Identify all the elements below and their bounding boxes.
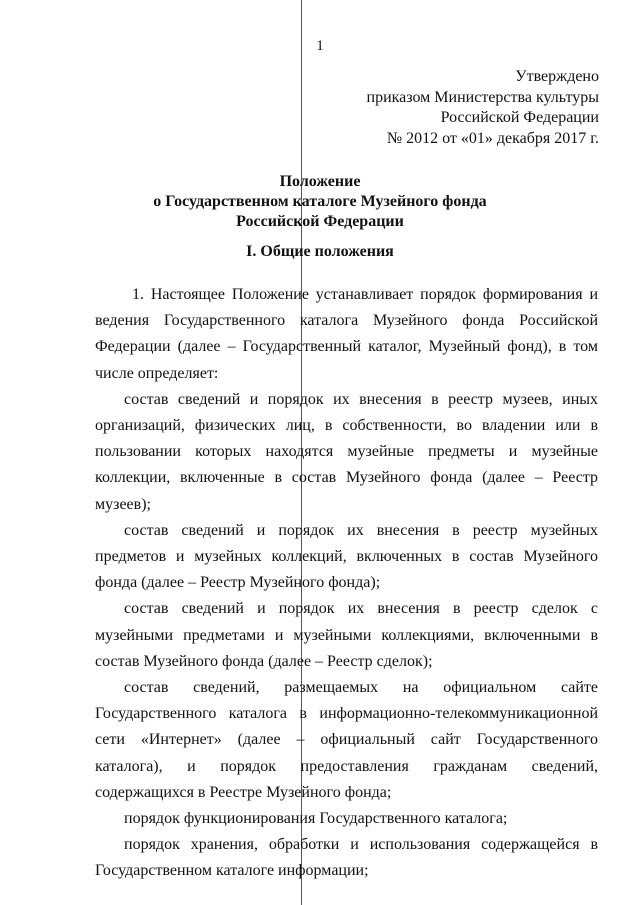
title-line-3: Российской Федерации xyxy=(236,213,404,230)
approval-line-1: Утверждено xyxy=(515,68,599,85)
title-line-1: Положение xyxy=(279,173,361,190)
title-line-2: о Государственном каталоге Музейного фонда xyxy=(153,193,487,210)
approval-line-4: № 2012 от «01» декабря 2017 г. xyxy=(386,129,599,147)
document-title xyxy=(0,172,640,232)
approval-block xyxy=(367,67,600,149)
approval-line-2: приказом Министерства культуры xyxy=(366,88,599,106)
paragraph-1: 1. Настоящее Положение устанавливает порядок формирования и ведения Государственного каталога Музейного фонда Российской Федерации (далее – Государственный каталог, Музейный фонд), в том числе определяет: xyxy=(95,286,598,382)
page-number: 1 xyxy=(316,38,324,54)
approval-line-3: Российской Федерации xyxy=(440,109,599,126)
paragraph-4: состав сведений и порядок их внесения в реестр сделок с музейными предметами и музейными коллекциями, включенными в состав Музейного фонда (далее – Реестр сделок); xyxy=(95,600,598,670)
paragraph-7: порядок хранения, обработки и использования содержащейся в Государственном каталоге информации; xyxy=(95,836,598,880)
paragraph-2: состав сведений и порядок их внесения в реестр музеев, иных организаций, физических лиц, в собственности, во владении или в пользовании которых находятся музейные предметы и музейные коллекции, включенные в состав Музейного фонда (далее – Реестр музеев); xyxy=(95,390,598,513)
section-heading: I. Общие положения xyxy=(246,243,394,260)
paragraph-3: состав сведений и порядок их внесения в реестр музейных предметов и музейных коллекций, включенных в состав Музейного фонда (далее – Реестр Музейного фонда); xyxy=(95,521,598,592)
document-body xyxy=(95,282,598,885)
paragraph-5: состав сведений, размещаемых на официальном сайте Государственного каталога в информационно-телекоммуникационной сети «Интернет» (далее – официальный сайт Государственного каталога), и порядок предоставления гражданам сведений, содержащихся в Реестре Музейного фонда; xyxy=(95,679,598,801)
paragraph-6: порядок функционирования Государственного каталога; xyxy=(124,810,508,828)
